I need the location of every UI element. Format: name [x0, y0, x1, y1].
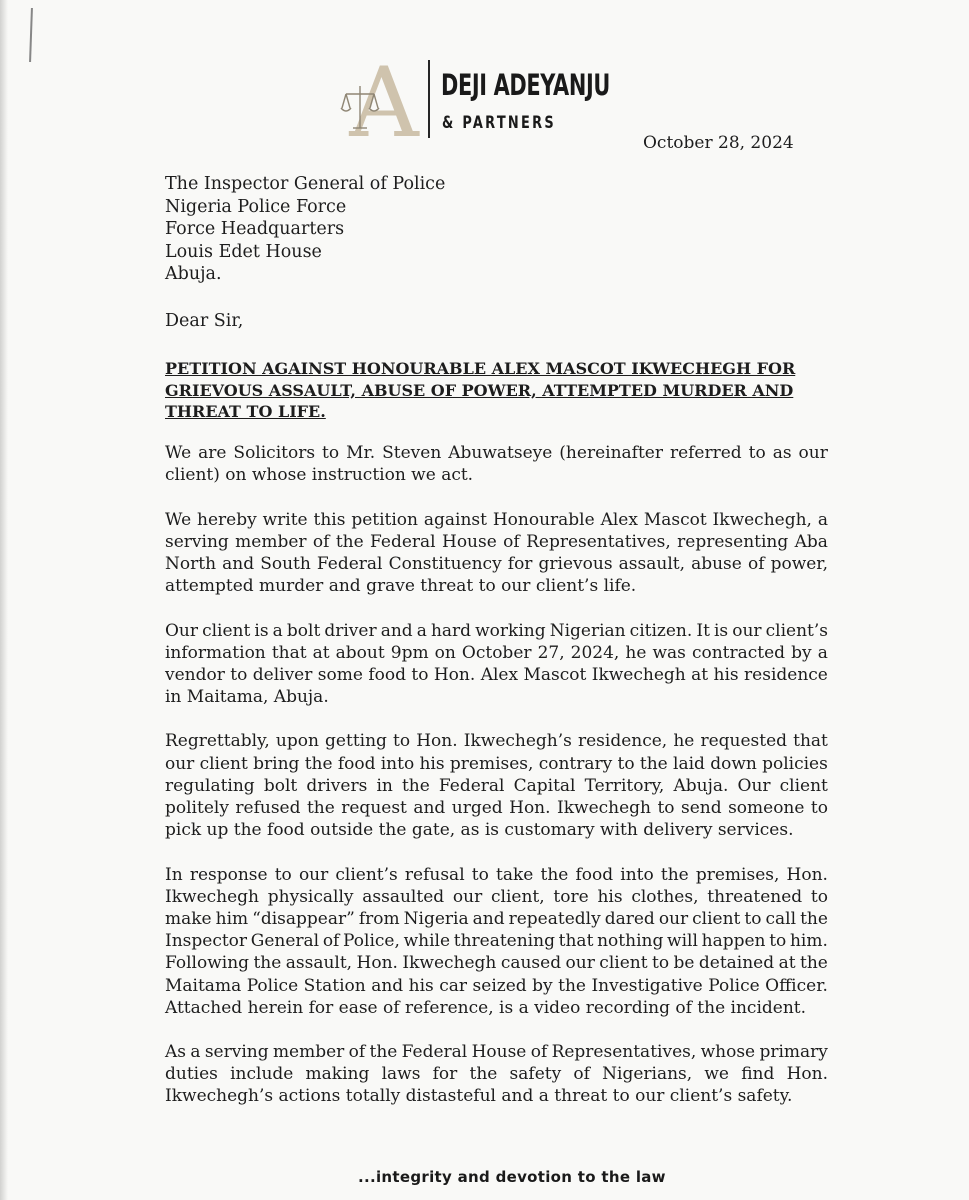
letter-body [165, 442, 828, 1130]
text-line: attempted murder and grave threat to our client’s life. [165, 576, 637, 597]
text-line: Ikwechegh’s actions totally distasteful and a threat to our client’s safety. [165, 1086, 793, 1107]
paragraph-petition [165, 509, 828, 598]
paragraph-client-background [165, 620, 828, 709]
firm-name: DEJI ADEYANJU [441, 68, 610, 102]
text-line: As a serving member of the Federal House of Representatives, whose primary [165, 1042, 828, 1063]
page-edge-shadow [0, 0, 8, 1200]
text-line: make him “disappear” from Nigeria and repeatedly dared our client to call the [165, 908, 828, 929]
paragraph-conclusion [165, 1041, 828, 1108]
text-line: vendor to deliver some food to Hon. Alex Mascot Ikwechegh at his residence [165, 664, 828, 685]
text-line: Our client is a bolt driver and a hard working Nigerian citizen. It is our client’s [165, 620, 828, 641]
letterhead [340, 56, 640, 146]
text-line: Attached herein for ease of reference, is a video recording of the incident. [165, 997, 807, 1018]
text-line: In response to our client’s refusal to take the food into the premises, Hon. [165, 864, 828, 885]
text-line: Ikwechegh physically assaulted our client, tore his clothes, threatened to [165, 886, 828, 907]
subject-line: THREAT TO LIFE. [165, 402, 326, 421]
text-line: duties include making laws for the safety of Nigerians, we find Hon. [165, 1064, 828, 1085]
salutation: Dear Sir, [165, 311, 244, 331]
letterhead-divider [428, 60, 430, 138]
firm-monogram-logo [340, 56, 422, 142]
address-line: Force Headquarters [165, 219, 345, 239]
recipient-address [165, 173, 445, 286]
monogram-letter: A [349, 56, 419, 142]
paragraph-incident [165, 730, 828, 841]
text-line: pick up the food outside the gate, as is customary with delivery services. [165, 820, 794, 841]
text-line: regulating bolt drivers in the Federal Capital Territory, Abuja. Our client [165, 775, 828, 796]
subject-line: GRIEVOUS ASSAULT, ABUSE OF POWER, ATTEMPTED MURDER AND [165, 380, 794, 400]
address-line: Abuja. [165, 264, 222, 284]
letter-date: October 28, 2024 [643, 133, 794, 153]
text-line: information that at about 9pm on October 27, 2024, he was contracted by a [165, 642, 828, 663]
text-line: serving member of the Federal House of Representatives, representing Aba [165, 531, 828, 552]
subject-line: PETITION AGAINST HONOURABLE ALEX MASCOT IKWECHEGH FOR [165, 359, 796, 378]
footer-motto: ...integrity and devotion to the law [358, 1168, 666, 1186]
text-line: in Maitama, Abuja. [165, 687, 329, 708]
text-line: Inspector General of Police, while threatening that nothing will happen to him. [165, 931, 828, 952]
text-line: Following the assault, Hon. Ikwechegh caused our client to be detained at the [165, 953, 828, 974]
text-line: our client bring the food into his premises, contrary to the laid down policies [165, 753, 828, 774]
address-line: The Inspector General of Police [165, 174, 446, 194]
firm-subtitle: & PARTNERS [442, 113, 556, 133]
pen-mark [29, 8, 33, 62]
paragraph-assault [165, 864, 828, 1019]
text-line: Regrettably, upon getting to Hon. Ikwechegh’s residence, he requested that [165, 731, 828, 752]
address-line: Nigeria Police Force [165, 196, 347, 217]
text-line: Maitama Police Station and his car seized by the Investigative Police Officer. [165, 975, 828, 996]
address-line: Louis Edet House [165, 241, 322, 262]
text-line: We hereby write this petition against Honourable Alex Mascot Ikwechegh, a [165, 509, 828, 530]
text-line: client) on whose instruction we act. [165, 465, 474, 486]
subject-heading [165, 358, 795, 423]
text-line: We are Solicitors to Mr. Steven Abuwatseye (hereinafter referred to as our [165, 443, 828, 463]
paragraph-introduction [165, 442, 828, 486]
text-line: politely refused the request and urged Hon. Ikwechegh to send someone to [165, 798, 828, 818]
text-line: North and South Federal Constituency for grievous assault, abuse of power, [165, 553, 828, 574]
